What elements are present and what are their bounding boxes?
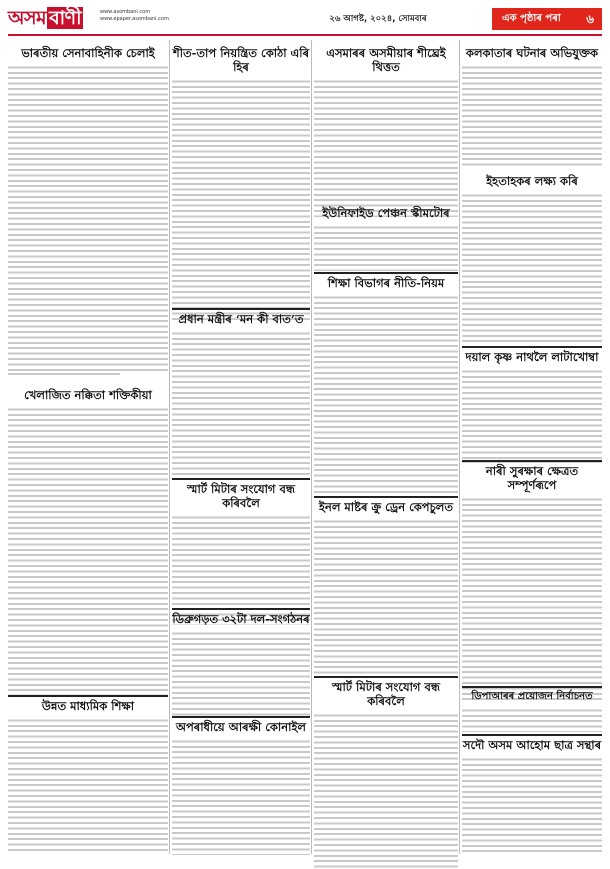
- story-body: [314, 293, 458, 497]
- story: [172, 608, 310, 717]
- story: [8, 695, 168, 854]
- logo-accent-text: বাণী: [49, 7, 82, 29]
- story-body: [462, 495, 602, 701]
- page-tag-label: এক পৃষ্ঠাৰ পৰা: [502, 13, 561, 24]
- story: [314, 676, 458, 869]
- story-headline: ইহতাহকৰ লক্ষ্য কৰি: [486, 174, 578, 188]
- story: [8, 388, 168, 700]
- story-headline: খেলাজিত নক্কিতা শক্তিকীয়া: [24, 388, 152, 402]
- story: [172, 46, 310, 323]
- story-body: [314, 77, 458, 217]
- story-headline: প্ৰধান মন্ত্ৰীৰ ‘মন কী বাত’ত: [172, 308, 310, 326]
- story-headline: ভাৰতীয় সেনাবাহিনীক চেলাই: [21, 46, 155, 60]
- story: [172, 308, 310, 479]
- story: [462, 734, 602, 853]
- story-headline: ইনল মাষ্টৰ ক্ৰু ড্ৰেন কেপচুলত: [314, 496, 458, 514]
- column-divider: [459, 40, 460, 854]
- story-body: [172, 629, 310, 717]
- website-url: www.asombani.com: [100, 9, 151, 15]
- story-body: [462, 191, 602, 343]
- story-headline: ইউনিফাইড পেঞ্চন স্কীমটোৰ: [322, 206, 450, 220]
- masthead: [8, 6, 602, 32]
- story: [462, 346, 602, 463]
- story: [172, 716, 310, 855]
- story-headline: দয়াল কৃষ্ণ নাথলৈ লাটাখোম্বা: [462, 346, 602, 364]
- story-body: [462, 367, 602, 463]
- story: [8, 46, 168, 378]
- story-headline: ডিপাআৰৰ প্ৰয়োজন নিৰ্বাচনত: [462, 686, 602, 703]
- story-body: [462, 63, 602, 169]
- story-body: [172, 737, 310, 855]
- story-headline: স্মাৰ্ট মিটাৰ সংযোগ বন্ধ কৰিবলৈ: [314, 676, 458, 708]
- website-urls: [100, 9, 200, 23]
- story: [314, 272, 458, 497]
- story: [314, 496, 458, 677]
- story-headline: উন্নত মাধ্যমিক শিক্ষা: [8, 695, 168, 713]
- issue-date: ২৬ আগষ্ট, ২০২৪, সোমবাৰ: [329, 14, 427, 24]
- story-headline: এসমাৰৰ অসমীয়াৰ শীঘ্ৰেই থিত্তত: [326, 46, 446, 74]
- story-headline: শীত-তাপ নিয়ন্ত্ৰিত কোঠা এৰি হিৰ: [172, 46, 310, 74]
- logo-main-text: অসম: [8, 7, 47, 29]
- column-divider: [169, 40, 170, 854]
- story: [462, 686, 602, 732]
- story-headline: স্মাৰ্ট মিটাৰ সংযোগ বন্ধ কৰিবলৈ: [172, 478, 310, 510]
- story-body: [8, 716, 168, 854]
- epaper-url: www.epaper.asombani.com: [100, 16, 169, 22]
- story-body: [314, 711, 458, 869]
- masthead-divider: [8, 34, 602, 36]
- story-headline: শিক্ষা বিভাগৰ নীতি-নিয়ম: [314, 272, 458, 290]
- story: [462, 460, 602, 701]
- page-tag: [492, 8, 602, 30]
- story-headline: ডিব্ৰুগড়ত ৩২টা দল-সংগঠনৰ: [172, 608, 310, 626]
- story: [172, 478, 310, 625]
- story: [462, 46, 602, 169]
- page-number: ৬: [586, 12, 594, 26]
- story-headline: নাৰী সুৰক্ষাৰ ক্ষেত্ৰত সম্পূৰ্ণৰূপে: [462, 460, 602, 492]
- newspaper-logo: [8, 6, 92, 30]
- story-headline: অপৰাধীয়ে আৰক্ষী কোনাইল: [172, 716, 310, 734]
- story-body: [172, 329, 310, 479]
- story-body: [8, 405, 168, 697]
- story-body: [172, 77, 310, 323]
- story: [314, 206, 458, 271]
- story-body: [314, 223, 458, 271]
- story-headline: কলকাতাৰ ঘটনাৰ অভিযুক্তক: [465, 46, 599, 60]
- story-body: [462, 706, 602, 732]
- column-divider: [311, 40, 312, 854]
- story-headline: সদৌ অসম আহোম ছাত্ৰ সন্থাৰ: [462, 734, 602, 752]
- story: [314, 46, 458, 217]
- story: [462, 174, 602, 343]
- story-body: [462, 755, 602, 853]
- story-body: [314, 517, 458, 677]
- story-body: [8, 63, 168, 375]
